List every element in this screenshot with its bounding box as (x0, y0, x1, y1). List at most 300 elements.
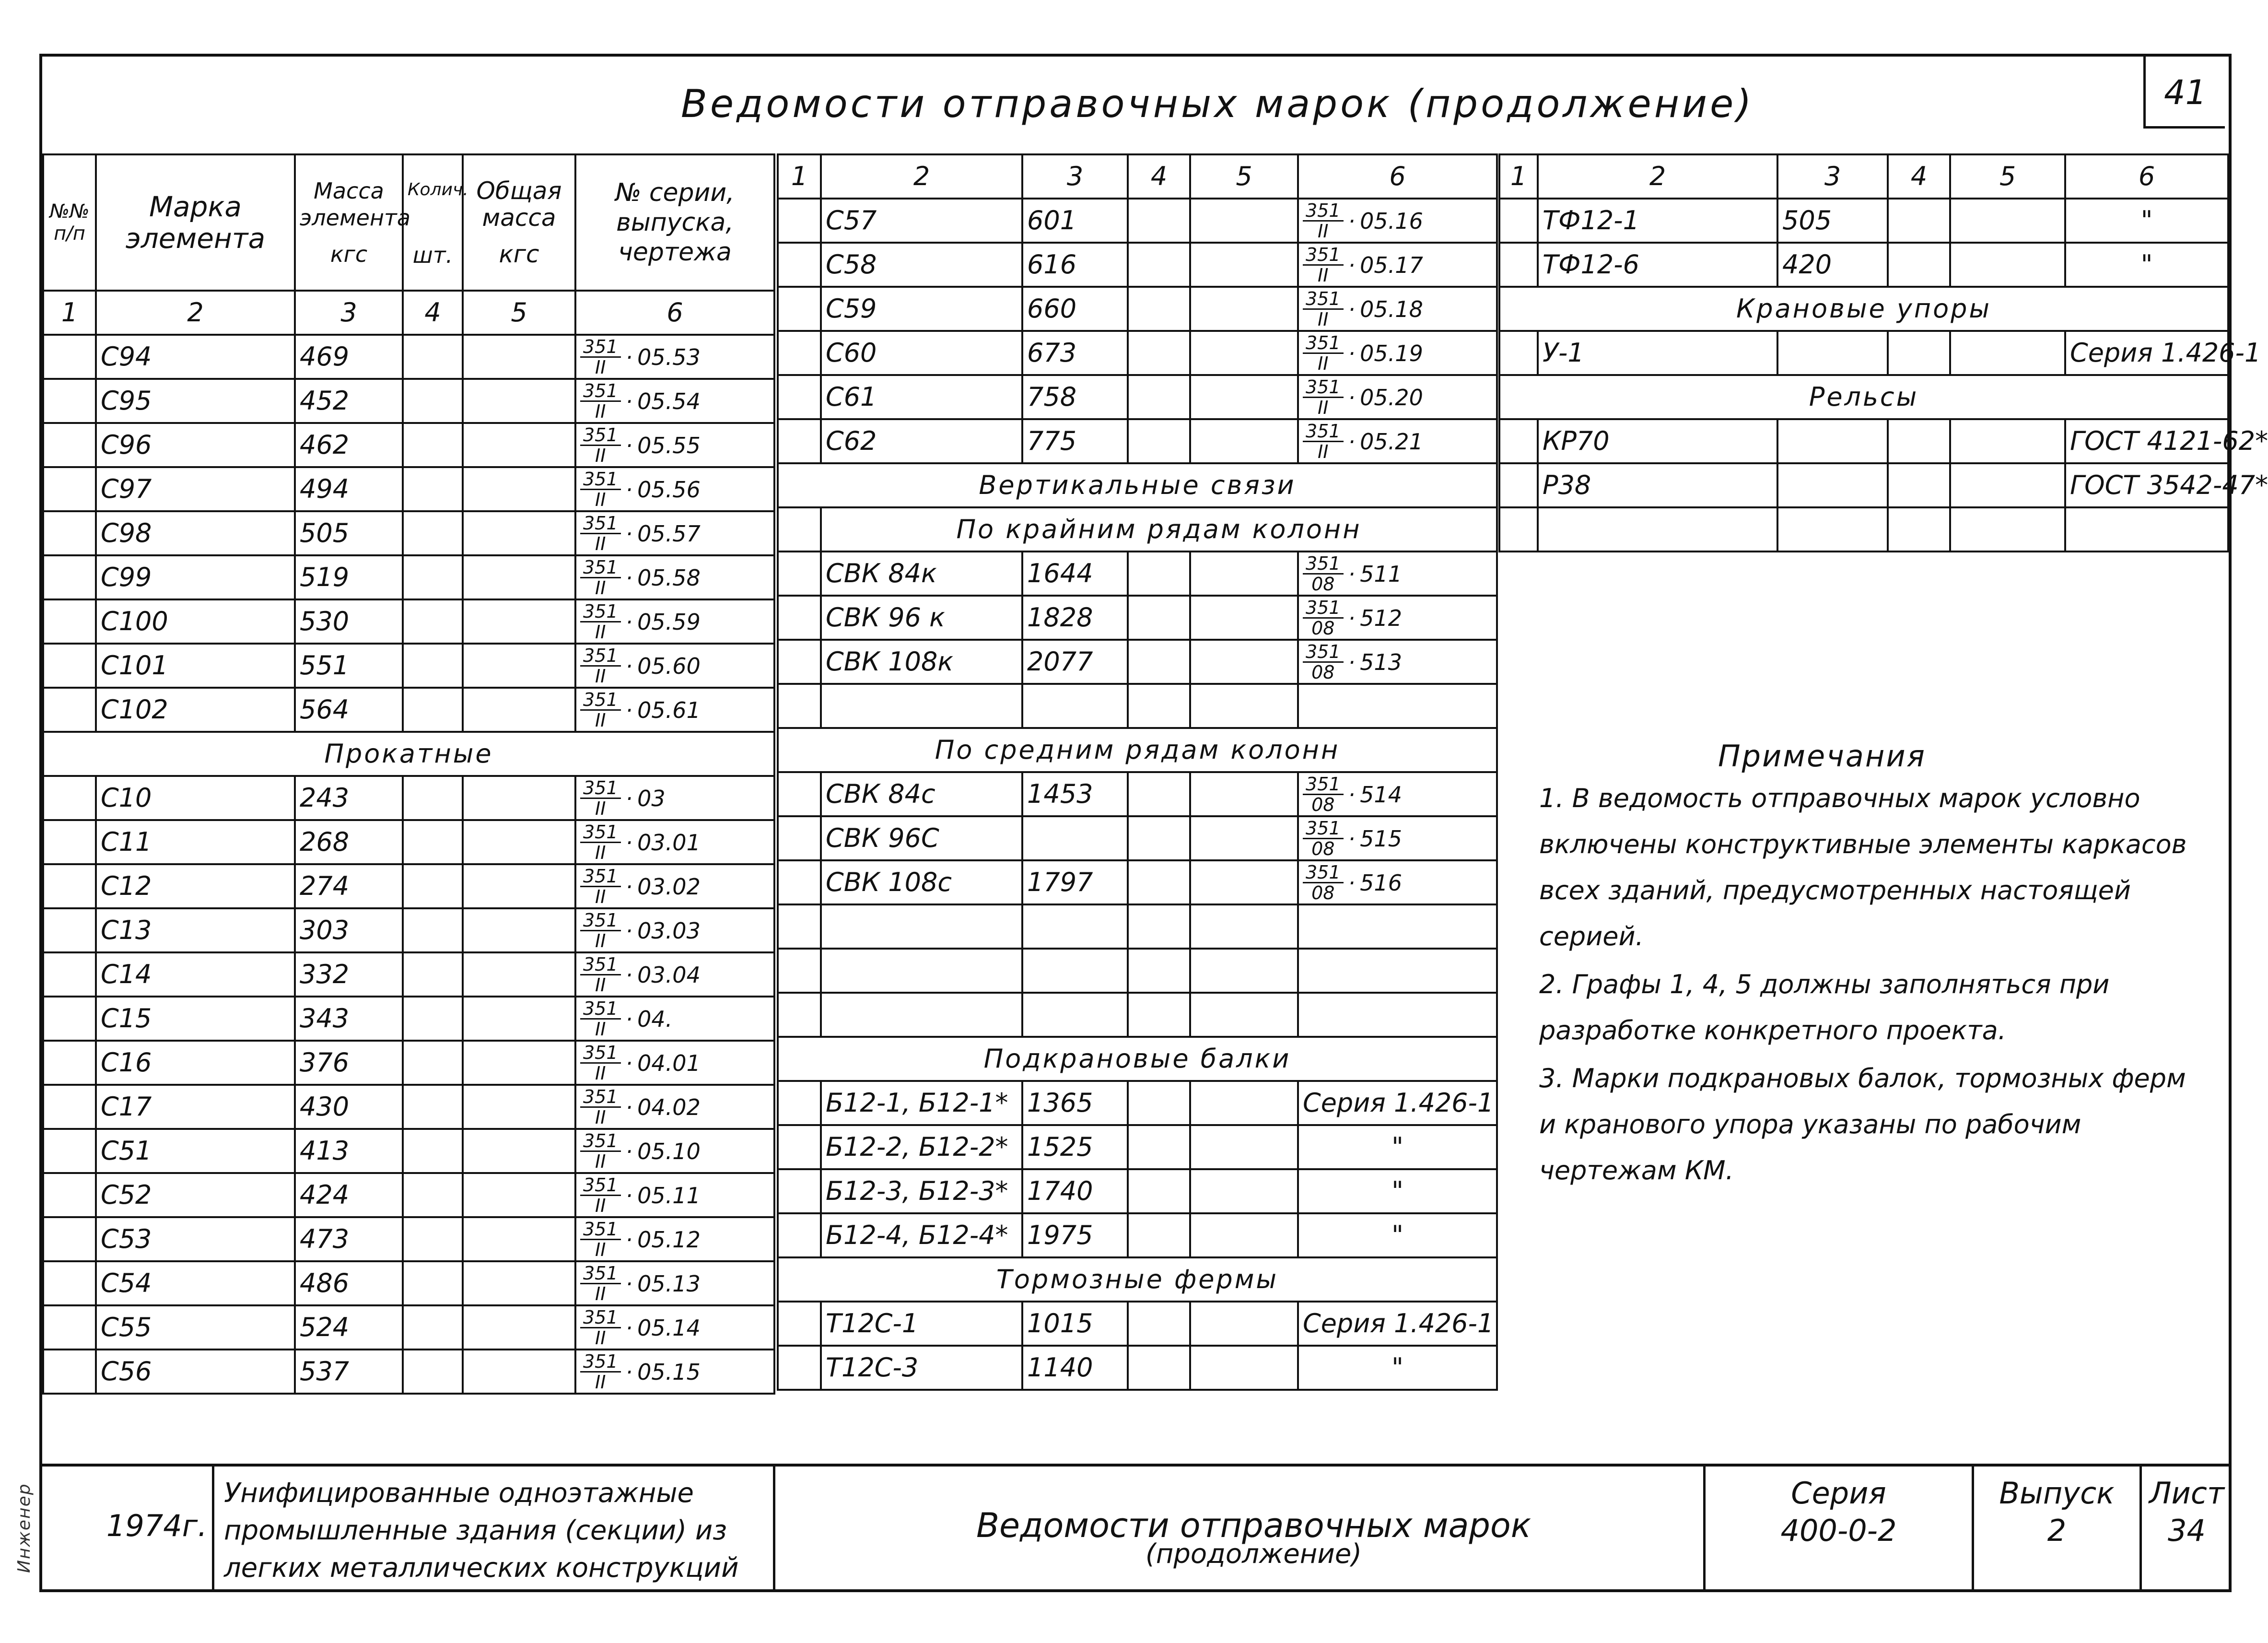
fraction-numerator: 351 (1303, 598, 1344, 619)
cell-total (463, 688, 575, 732)
cell-mark: Б12-4, Б12-4* (821, 1213, 1022, 1257)
separator-dot: · (625, 344, 633, 370)
cell-qty (1888, 419, 1950, 463)
series-ref-number: 04.02 (637, 1094, 701, 1120)
series-ref (575, 997, 774, 1041)
series-ref-number: 05.13 (637, 1270, 701, 1297)
cell-qty (403, 688, 463, 732)
fraction-denominator: II (595, 357, 606, 378)
separator-dot: · (625, 1270, 633, 1297)
cell-mark: С17 (96, 1085, 295, 1129)
cell-total (463, 952, 575, 997)
series-fraction (580, 778, 621, 818)
table-row (1499, 463, 2228, 507)
series-ref-value (580, 822, 701, 862)
fraction-denominator: II (595, 1327, 606, 1349)
cell-mass: 505 (295, 511, 403, 555)
table-row (43, 908, 774, 952)
fraction-numerator: 351 (1303, 819, 1344, 839)
cell-qty (1128, 1213, 1190, 1257)
cell-qty (1128, 419, 1190, 463)
cell-total (463, 1305, 575, 1350)
series-fraction (580, 1131, 621, 1171)
cell-mark: С57 (821, 199, 1022, 243)
separator-dot: · (625, 1050, 633, 1076)
cell-total (463, 1173, 575, 1217)
fraction-numerator: 351 (580, 337, 621, 358)
cell-nn (778, 860, 821, 904)
cell-qty (1128, 1346, 1190, 1390)
cell-mark: С101 (96, 644, 295, 688)
cell-qty (403, 952, 463, 997)
cell-nn (778, 596, 821, 640)
table-row (778, 1346, 1497, 1390)
series-fraction (580, 514, 621, 553)
fraction-numerator: 351 (580, 1264, 621, 1284)
series-fraction (580, 425, 621, 465)
cell-nn (43, 423, 96, 467)
sheet-label: Лист (2149, 1476, 2225, 1511)
series-fraction (580, 1352, 621, 1392)
series-ref: " (1298, 1213, 1497, 1257)
table-row (778, 816, 1497, 860)
cell-mass: 530 (295, 599, 403, 644)
cell-total (463, 1261, 575, 1305)
cell-total (1190, 331, 1298, 375)
series-ref-value (580, 558, 701, 598)
cell-mark: СВК 84с (821, 772, 1022, 816)
fraction-numerator: 351 (1303, 422, 1344, 442)
series-ref-number: 05.19 (1360, 340, 1423, 366)
separator-dot: · (625, 1226, 633, 1253)
cell-mass: 1525 (1022, 1125, 1128, 1169)
cell-nn (43, 1217, 96, 1261)
cell-mark: С60 (821, 331, 1022, 375)
table-row (43, 820, 774, 864)
fraction-denominator: 08 (1311, 574, 1335, 595)
series-ref: Серия 1.426-1 (1298, 1081, 1497, 1125)
title-block-issue (1972, 1465, 2139, 1592)
cell-mark: С61 (821, 375, 1022, 419)
series-ref (1298, 243, 1497, 287)
series-ref (575, 511, 774, 555)
series-fraction (580, 1264, 621, 1303)
separator-dot: · (1348, 781, 1356, 808)
fraction-numerator: 351 (580, 646, 621, 667)
cell-mass: 1740 (1022, 1169, 1128, 1213)
cell-total (463, 1217, 575, 1261)
series-ref (575, 1261, 774, 1305)
fraction-denominator: II (595, 798, 606, 820)
fraction-denominator: II (595, 1195, 606, 1217)
section-heading: Прокатные (43, 732, 774, 776)
fraction-numerator: 351 (580, 1220, 621, 1240)
cell-total (1190, 287, 1298, 331)
table-row (43, 599, 774, 644)
series-fraction (580, 690, 621, 730)
cell-nn (43, 908, 96, 952)
series-ref: Серия 1.426-1 (1298, 1302, 1497, 1346)
series-ref-number: 515 (1360, 825, 1402, 852)
table-row (43, 423, 774, 467)
cell-mass: 524 (295, 1305, 403, 1350)
series-fraction (580, 1220, 621, 1259)
fraction-denominator: 08 (1311, 618, 1335, 639)
series-ref (575, 1217, 774, 1261)
series-ref (575, 555, 774, 599)
series-ref-value (1303, 245, 1423, 285)
cell-total (1190, 772, 1298, 816)
cell-mark: С95 (96, 379, 295, 423)
series-ref-number: 05.57 (637, 520, 701, 547)
cell-mark: СВК 96 к (821, 596, 1022, 640)
series-ref-value (580, 1220, 701, 1259)
page-title: Ведомости отправочных марок (продолжение) (681, 82, 1754, 126)
cell-mark: С96 (96, 423, 295, 467)
separator-dot: · (625, 1138, 633, 1164)
series-ref-number: 05.60 (637, 653, 701, 679)
series-ref-number: 514 (1360, 781, 1402, 808)
fraction-numerator: 351 (580, 911, 621, 931)
series-ref (1298, 331, 1497, 375)
series-ref-value (580, 1175, 701, 1215)
table-row (43, 644, 774, 688)
cell-total (1190, 375, 1298, 419)
cell-nn (43, 379, 96, 423)
table-row (43, 1350, 774, 1394)
cell-qty (1128, 1302, 1190, 1346)
cell-mark: ТФ12-6 (1538, 243, 1777, 287)
cell-mass: 1140 (1022, 1346, 1128, 1390)
fraction-numerator: 351 (1303, 863, 1344, 883)
cell-qty (403, 1350, 463, 1394)
separator-dot: · (625, 1094, 633, 1120)
series-ref-value (580, 1131, 701, 1171)
cell-mark: С59 (821, 287, 1022, 331)
cell-mass: 660 (1022, 287, 1128, 331)
series-fraction (1303, 377, 1344, 417)
table-row (43, 688, 774, 732)
series-ref-value (580, 646, 701, 686)
table-row (778, 243, 1497, 287)
separator-dot: · (1348, 605, 1356, 631)
separator-dot: · (1348, 561, 1356, 587)
series-value: 400-0-2 (1780, 1513, 1897, 1548)
cell-mark: С58 (821, 243, 1022, 287)
fraction-denominator: II (1318, 221, 1329, 242)
series-fraction (1303, 775, 1344, 814)
fraction-denominator: II (595, 622, 606, 643)
series-ref (1298, 419, 1497, 463)
cell-qty (1888, 199, 1950, 243)
fraction-denominator: II (1318, 353, 1329, 375)
fraction-numerator: 351 (580, 381, 621, 402)
series-fraction (1303, 201, 1344, 241)
series-ref (575, 1085, 774, 1129)
series-ref (575, 864, 774, 908)
col-number-row (778, 154, 1497, 199)
cell-total (1190, 1213, 1298, 1257)
series-fraction (580, 1308, 621, 1348)
cell-total (463, 335, 575, 379)
series-ref-value (1303, 377, 1423, 417)
table-row (43, 1261, 774, 1305)
cell-qty (1128, 816, 1190, 860)
cell-mark: С51 (96, 1129, 295, 1173)
series-ref: ГОСТ 4121-62* (2065, 419, 2228, 463)
section-heading: Тормозные фермы (778, 1257, 1497, 1302)
series-ref (575, 1041, 774, 1085)
series-ref: Серия 1.426-1 (2065, 331, 2228, 375)
table-row (778, 640, 1497, 684)
col-number: 5 (1950, 154, 2065, 199)
series-ref-number: 512 (1360, 605, 1402, 631)
series-fraction (1303, 289, 1344, 329)
cell-mass (1777, 419, 1888, 463)
cell-mass: 473 (295, 1217, 403, 1261)
series-ref-value (580, 778, 666, 818)
table-row (43, 1129, 774, 1173)
series-ref-value (580, 381, 701, 421)
cell-qty (403, 467, 463, 511)
cell-qty (403, 1085, 463, 1129)
cell-mark: СВК 108к (821, 640, 1022, 684)
header-qty-unit: шт. (412, 242, 453, 268)
series-ref-number: 05.18 (1360, 296, 1423, 322)
cell-qty (1128, 772, 1190, 816)
series-ref (575, 776, 774, 820)
series-ref-number: 03.04 (637, 962, 701, 988)
table-row (778, 596, 1497, 640)
cell-mass: 564 (295, 688, 403, 732)
table-row (43, 335, 774, 379)
cell-nn (43, 1173, 96, 1217)
series-ref: " (1298, 1125, 1497, 1169)
cell-nn (778, 640, 821, 684)
series-fraction (580, 1087, 621, 1127)
separator-dot: · (1348, 869, 1356, 896)
series-ref-number: 05.61 (637, 697, 701, 723)
cell-nn (43, 1305, 96, 1350)
cell-mass: 551 (295, 644, 403, 688)
cell-nn (778, 816, 821, 860)
series-ref (1298, 287, 1497, 331)
cell-total (1190, 419, 1298, 463)
cell-mark: С16 (96, 1041, 295, 1085)
series-fraction (580, 469, 621, 509)
cell-mark: С62 (821, 419, 1022, 463)
series-fraction (1303, 819, 1344, 858)
series-ref-number: 04. (637, 1006, 673, 1032)
doc-title: Ведомости отправочных марок (976, 1506, 1531, 1545)
cell-mark: С94 (96, 335, 295, 379)
fraction-numerator: 351 (580, 1131, 621, 1152)
table-row (43, 511, 774, 555)
cell-nn (778, 1346, 821, 1390)
series-ref-number: 511 (1360, 561, 1402, 587)
cell-nn (43, 335, 96, 379)
notes-heading: Примечания (1718, 739, 1926, 774)
series-ref (575, 820, 774, 864)
series-ref-value (1303, 201, 1423, 241)
series-fraction (1303, 642, 1344, 682)
cell-mass: 243 (295, 776, 403, 820)
cell-nn (1499, 199, 1538, 243)
cell-mark: ТФ12-1 (1538, 199, 1777, 243)
cell-mark: С53 (96, 1217, 295, 1261)
cell-mass: 424 (295, 1173, 403, 1217)
table-row (1499, 243, 2228, 287)
cell-mass: 1644 (1022, 552, 1128, 596)
table-row (778, 1125, 1497, 1169)
cell-total (463, 555, 575, 599)
col-number: 4 (1128, 154, 1190, 199)
series-fraction (580, 646, 621, 686)
col-number: 6 (1298, 154, 1497, 199)
series-ref-number: 516 (1360, 869, 1402, 896)
cell-qty (403, 335, 463, 379)
cell-total (463, 599, 575, 644)
table-row (1499, 199, 2228, 243)
cell-mark: Б12-1, Б12-1* (821, 1081, 1022, 1125)
table-row (778, 419, 1497, 463)
series-ref-number: 03.01 (637, 829, 701, 856)
series-ref: " (1298, 1346, 1497, 1390)
separator-dot: · (625, 476, 633, 503)
cell-mass: 462 (295, 423, 403, 467)
cell-mark: С52 (96, 1173, 295, 1217)
cell-mark: С11 (96, 820, 295, 864)
cell-mark: С102 (96, 688, 295, 732)
title-block-year: 1974г. (106, 1508, 207, 1543)
series-ref-number: 03.03 (637, 917, 701, 944)
table-row (778, 375, 1497, 419)
separator-dot: · (1348, 428, 1356, 455)
series-ref (575, 908, 774, 952)
series-ref-value (1303, 289, 1423, 329)
cell-nn (43, 1129, 96, 1173)
cell-mass: 1828 (1022, 596, 1128, 640)
cell-qty (1888, 331, 1950, 375)
cell-mass: 452 (295, 379, 403, 423)
separator-dot: · (625, 785, 633, 811)
right-table (1498, 153, 2268, 552)
cell-total (463, 1350, 575, 1394)
cell-nn (1499, 419, 1538, 463)
table-row (1499, 331, 2228, 375)
cell-nn (778, 375, 821, 419)
col-number: 5 (1190, 154, 1298, 199)
cell-mark: Б12-2, Б12-2* (821, 1125, 1022, 1169)
cell-mass (1777, 331, 1888, 375)
series-ref (575, 379, 774, 423)
header-total-label: Общая масса (476, 177, 562, 232)
sheet-value: 34 (2168, 1513, 2206, 1548)
cell-qty (403, 997, 463, 1041)
separator-dot: · (625, 829, 633, 856)
cell-nn (778, 287, 821, 331)
table-row (778, 860, 1497, 904)
header-qty (403, 154, 468, 291)
series-fraction (1303, 863, 1344, 903)
cell-qty (403, 908, 463, 952)
title-block-doc (773, 1465, 1732, 1592)
header-series: № серии, выпуска, чертежа (575, 154, 774, 291)
table-row (43, 1217, 774, 1261)
col-number: 2 (1538, 154, 1777, 199)
series-ref (1298, 552, 1497, 596)
table-row (778, 552, 1497, 596)
series-ref-value (580, 602, 701, 642)
series-ref (1298, 772, 1497, 816)
table-row (43, 1305, 774, 1350)
note-item: 2. Графы 1, 4, 5 должны заполняться при разработке конкретного проекта. (1539, 969, 2110, 1045)
table-row (778, 199, 1497, 243)
fraction-numerator: 351 (1303, 377, 1344, 398)
cell-mass: 601 (1022, 199, 1128, 243)
series-ref-number: 05.11 (637, 1182, 701, 1209)
cell-total (463, 997, 575, 1041)
series-fraction (580, 999, 621, 1039)
cell-nn (43, 1261, 96, 1305)
series-ref-value (580, 1308, 701, 1348)
fraction-denominator: 08 (1311, 662, 1335, 683)
fraction-numerator: 351 (580, 1043, 621, 1064)
fraction-denominator: II (595, 974, 606, 996)
cell-total (1950, 199, 2065, 243)
cell-total (1190, 1346, 1298, 1390)
cell-mark: С13 (96, 908, 295, 952)
series-ref (575, 467, 774, 511)
col-number: 6 (575, 291, 774, 335)
section-heading: Рельсы (1499, 375, 2228, 419)
cell-mass: 420 (1777, 243, 1888, 287)
fraction-denominator: II (595, 1107, 606, 1128)
fraction-numerator: 351 (580, 602, 621, 622)
series-ref-value (580, 1352, 701, 1392)
series-ref (575, 1173, 774, 1217)
fraction-numerator: 351 (580, 822, 621, 843)
header-mass-unit: кгс (330, 241, 368, 267)
cell-qty (403, 820, 463, 864)
series-ref (1298, 596, 1497, 640)
cell-total (1190, 860, 1298, 904)
cell-nn (778, 772, 821, 816)
cell-qty (403, 423, 463, 467)
separator-dot: · (1348, 825, 1356, 852)
cell-mass (1777, 463, 1888, 507)
cell-mark: Р38 (1538, 463, 1777, 507)
series-ref (1298, 199, 1497, 243)
series-ref (575, 644, 774, 688)
table-row (778, 1169, 1497, 1213)
series-ref-value (580, 867, 701, 906)
fraction-denominator: II (1318, 397, 1329, 419)
separator-dot: · (625, 1006, 633, 1032)
series-ref-value (580, 469, 701, 509)
series-fraction (1303, 245, 1344, 285)
series-ref-number: 05.12 (637, 1226, 701, 1253)
fraction-numerator: 351 (1303, 201, 1344, 222)
series-ref-value (580, 337, 701, 377)
series-ref-value (580, 955, 701, 995)
fraction-denominator: II (595, 577, 606, 599)
series-fraction (580, 1043, 621, 1083)
series-ref-number: 05.56 (637, 476, 701, 503)
cell-mass (1022, 816, 1128, 860)
fraction-denominator: II (595, 710, 606, 731)
fraction-denominator: 08 (1311, 882, 1335, 904)
